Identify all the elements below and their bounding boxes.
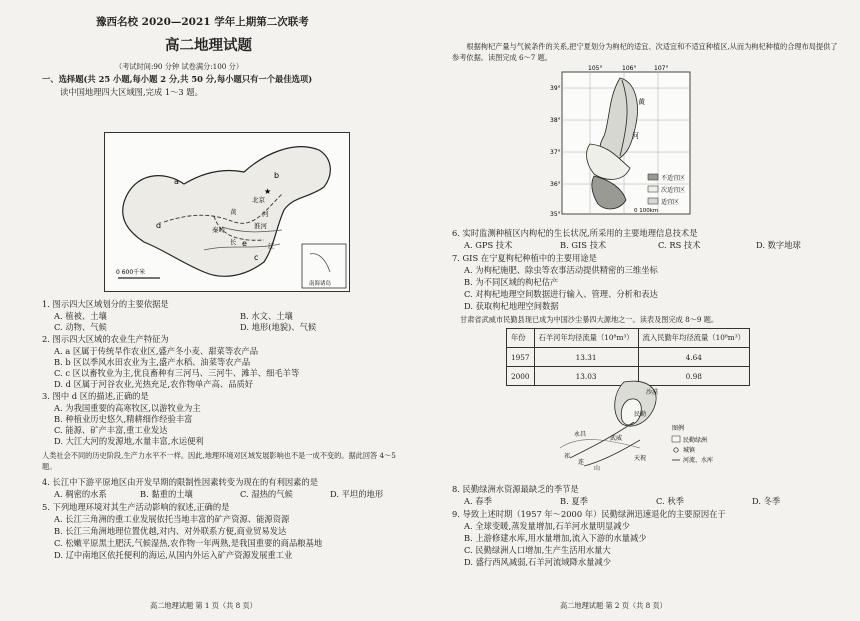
q3-option-a[interactable]: A. 为我国重要的高寒牧区,以游牧业为主 (54, 403, 201, 413)
q9-stem: 9. 导致上述时期（1957 年～2000 年）民勤绿洲迅速退化的主要原因在于 (452, 509, 726, 519)
svg-text:0 100km: 0 100km (634, 208, 659, 214)
q6-stem: 6. 实时监测种植区内枸杞的生长状况,所采用的主要地理信息技术是 (452, 228, 698, 238)
svg-text:天祝: 天祝 (634, 455, 647, 462)
svg-text:民勤: 民勤 (634, 411, 647, 418)
svg-text:沙漠: 沙漠 (646, 389, 659, 396)
q7-option-c[interactable]: C. 对枸杞地理空间数据进行输入、管理、分析和表达 (464, 289, 658, 299)
q1-option-c[interactable]: C. 动物、气候 (54, 322, 107, 332)
q7-option-a[interactable]: A. 为枸杞施肥、除虫等农事活动提供精密的三维坐标 (464, 265, 658, 275)
svg-text:祁: 祁 (564, 453, 571, 460)
q1-option-b[interactable]: B. 水文、土壤 (240, 311, 293, 321)
region-b-label: b (274, 171, 280, 180)
svg-text:35°: 35° (550, 211, 561, 218)
table-header-row (507, 329, 750, 348)
right-page (430, 0, 860, 621)
q8-option-a[interactable]: A. 春季 (464, 496, 492, 506)
q6-option-d[interactable]: D. 数字地球 (756, 240, 801, 250)
table-row (507, 348, 750, 367)
table-cell: 2000 (507, 367, 535, 386)
region-e-label: e (242, 239, 247, 248)
ningxia-goji-map (550, 64, 710, 224)
svg-text:河: 河 (632, 132, 639, 140)
legend-town-icon (674, 448, 678, 452)
school-title: 豫西名校 2020—2021 学年上期第二次联考 (96, 16, 309, 28)
q3-option-d[interactable]: D. 大江大河的发源地,水量丰富,水运便利 (54, 436, 204, 446)
region-d-label: d (156, 221, 162, 230)
svg-text:连: 连 (578, 459, 585, 466)
exam-info: （考试时间:90 分钟 试卷满分:100 分） (115, 62, 244, 71)
svg-text:黄: 黄 (638, 98, 645, 106)
q8-stem: 8. 民勤绿洲水资源最缺乏的季节是 (452, 484, 579, 494)
q7-option-d[interactable]: D. 获取枸杞地理空间数据 (464, 301, 559, 311)
table-cell: 0.98 (638, 367, 749, 386)
q1-stem: 1. 图示四大区域划分的主要依据是 (42, 299, 169, 309)
q3-option-c[interactable]: C. 能源、矿产丰富,重工业发达 (54, 425, 168, 435)
svg-text:次适宜区: 次适宜区 (661, 187, 686, 194)
q9-option-b[interactable]: B. 上游修建水库,用水量增加,流入下游的水量减少 (464, 533, 647, 543)
q5-stem: 5. 下列地理环境对其生产活动影响的叙述,正确的是 (42, 502, 230, 512)
svg-text:图例: 图例 (672, 425, 685, 432)
page-footer-right: 高二地理试题 第 2 页（共 8 页） (560, 601, 667, 610)
svg-text:淮河: 淮河 (254, 222, 267, 230)
svg-text:107°: 107° (654, 65, 669, 72)
china-regions-map (104, 132, 350, 292)
q9-option-a[interactable]: A. 全球变暖,蒸发量增加,石羊河水量明显减少 (464, 521, 630, 531)
q1-option-a[interactable]: A. 植被、土壤 (54, 311, 107, 321)
table-header: 年份 (507, 329, 535, 348)
table-cell: 13.31 (534, 348, 638, 367)
table-header: 石羊河年均径流量（10⁸m³） (534, 329, 638, 348)
legend-sub-suitable-swatch (648, 186, 658, 192)
intro-q8-9: 甘肃省武威市民勤县现已成为中国沙尘暴四大源地之一。读表及图完成 8～9 题。 (460, 315, 719, 324)
q5-option-a[interactable]: A. 长江三角洲的重工业发展依托当地丰富的矿产资源、能源资源 (54, 514, 290, 524)
q4-option-a[interactable]: A. 稠密的水系 (54, 489, 107, 499)
legend-unsuitable-swatch (648, 174, 658, 180)
minqin-oasis-map (550, 378, 730, 476)
intro-q4-5: 人类社会不同的历史阶段,生产力水平不一样。因此,地理环境对区域发展影响也不是一成不变的。据此回答 4～5 题。 (42, 451, 396, 471)
q6-option-a[interactable]: A. GPS 技术 (464, 240, 513, 250)
svg-text:38°: 38° (550, 117, 561, 124)
svg-text:河流、水库: 河流、水库 (683, 457, 714, 464)
q2-option-b[interactable]: B. b 区以季风水田农业为主,盛产水稻、油菜等农产品 (54, 357, 251, 367)
svg-text:河: 河 (262, 210, 269, 218)
legend-oasis-swatch (672, 436, 680, 442)
svg-text:39°: 39° (550, 85, 561, 92)
region-a-label: a (174, 177, 179, 186)
svg-text:长: 长 (230, 238, 237, 246)
q1-option-d[interactable]: D. 地形(地貌)、气候 (240, 322, 317, 332)
q4-option-d[interactable]: D. 平坦的地形 (330, 489, 384, 499)
q6-option-b[interactable]: B. GIS 技术 (560, 240, 607, 250)
table-cell: 13.03 (534, 367, 638, 386)
inset-label: 南海诸岛 (309, 281, 332, 287)
beijing-label: 北京 (252, 196, 265, 204)
svg-text:105°: 105° (588, 65, 603, 72)
svg-text:106°: 106° (622, 65, 637, 72)
svg-text:江: 江 (268, 242, 275, 250)
scale-label: 0 600千米 (116, 269, 146, 276)
q4-stem: 4. 长江中下游平原地区由开发早期的限制性因素转变为现在的有利因素的是 (42, 477, 319, 487)
q2-option-a[interactable]: A. a 区属于传统旱作农业区,盛产冬小麦、甜菜等农产品 (54, 346, 259, 356)
svg-text:不适宜区: 不适宜区 (661, 175, 686, 182)
q2-stem: 2. 图示四大区域的农业生产特征为 (42, 334, 169, 344)
q9-option-c[interactable]: C. 民勤绿洲人口增加,生产生活用水量大 (464, 545, 611, 555)
svg-text:秦岭: 秦岭 (212, 226, 225, 234)
q4-option-b[interactable]: B. 黏重的土壤 (140, 489, 193, 499)
q7-option-b[interactable]: B. 为不同区域的枸杞估产 (464, 277, 559, 287)
legend-suitable-swatch (648, 198, 658, 204)
svg-text:36°: 36° (550, 181, 561, 188)
svg-text:永昌: 永昌 (574, 431, 587, 438)
q8-option-c[interactable]: C. 秋季 (656, 496, 684, 506)
q5-option-d[interactable]: D. 辽中南地区依托便利的海运,从国内外运入矿产资源发展重工业 (54, 550, 293, 560)
svg-text:城镇: 城镇 (683, 447, 696, 454)
q5-option-b[interactable]: B. 长江三角洲地理位置优越,对内、对外联系方便,商业贸易发达 (54, 526, 287, 536)
table-header: 流入民勤年均径流量（10⁸m³） (638, 329, 749, 348)
q2-option-d[interactable]: D. d 区属于河谷农业,光热充足,农作物单产高、品质好 (54, 379, 254, 389)
star-icon: ★ (264, 187, 272, 196)
svg-text:37°: 37° (550, 149, 561, 156)
q7-stem: 7. GIS 在宁夏枸杞种植中的主要用途是 (452, 253, 597, 263)
intro-q6-7: 根据枸杞产量与气候条件的关系,把宁夏划分为枸杞的适宜、次适宜和不适宜种植区,从而为枸杞种植的合理布局提供了参考依据。读图完成 6～7 题。 (452, 42, 838, 62)
section-heading: 一、选择题(共 25 小题,每小题 2 分,共 50 分,每小题只有一个最佳选项) (42, 74, 313, 84)
svg-text:黄: 黄 (230, 208, 237, 216)
q5-option-c[interactable]: C. 松嫩平原黑土肥沃,气候湿热,农作物一年两熟,是我国重要的商品粮基地 (54, 538, 323, 548)
table-cell: 4.64 (638, 348, 749, 367)
table-cell: 1957 (507, 348, 535, 367)
region-c-label: c (254, 253, 259, 262)
subject-title: 高二地理试题 (165, 37, 252, 54)
page-footer-left: 高二地理试题 第 1 页（共 8 页） (150, 601, 257, 610)
q3-option-b[interactable]: B. 种植业历史悠久,精耕细作经验丰富 (54, 414, 193, 424)
svg-text:民勤绿洲: 民勤绿洲 (683, 437, 708, 444)
q2-option-c[interactable]: C. c 区以畜牧业为主,优良畜种有三河马、三河牛、滩羊、细毛羊等 (54, 368, 300, 378)
svg-text:武威: 武威 (610, 435, 623, 442)
q4-option-c[interactable]: C. 湿热的气候 (240, 489, 293, 499)
intro-q1-3: 读中国地理四大区域图,完成 1～3 题。 (60, 87, 203, 97)
q3-stem: 3. 图中 d 区的描述,正确的是 (42, 391, 149, 401)
q9-option-d[interactable]: D. 盛行西风减弱,石羊河流域降水量减少 (464, 557, 612, 567)
q6-option-c[interactable]: C. RS 技术 (658, 240, 701, 250)
q8-option-d[interactable]: D. 冬季 (752, 496, 781, 506)
q8-option-b[interactable]: B. 夏季 (560, 496, 588, 506)
svg-text:适宜区: 适宜区 (661, 199, 680, 206)
svg-text:山: 山 (594, 465, 601, 472)
